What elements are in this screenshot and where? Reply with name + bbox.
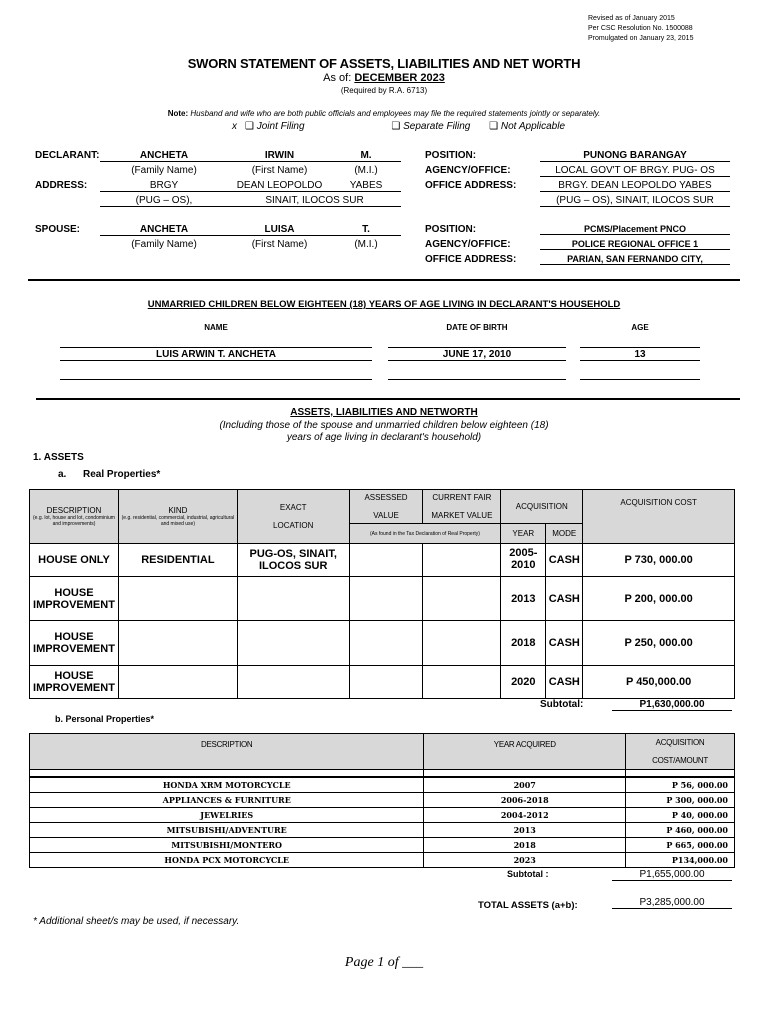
real-year: 2018 xyxy=(501,621,546,666)
real-fair-value xyxy=(423,544,501,577)
real-header-cost: ACQUISITION COST xyxy=(583,490,735,544)
address-part: (PUG – OS), xyxy=(100,195,228,207)
child-dob: JUNE 17, 2010 xyxy=(388,349,566,361)
children-line xyxy=(580,379,700,380)
table-row xyxy=(30,808,735,823)
real-header-location-line2: LOCATION xyxy=(273,521,314,530)
real-fair-value xyxy=(423,666,501,699)
spouse-label: SPOUSE: xyxy=(35,224,81,235)
declarant-first-name: IRWIN xyxy=(228,150,331,162)
real-header-description-hint: (e.g. lot, house and lot, condominium and improvements) xyxy=(32,515,115,527)
revision-line: Revised as of January 2015 xyxy=(588,15,675,22)
real-header-fair-line2: MARKET VALUE xyxy=(431,511,493,520)
real-kind xyxy=(118,577,237,621)
real-year: 2005-2010 xyxy=(501,544,546,577)
personal-cost: P 56, 000.00 xyxy=(626,777,735,793)
children-line xyxy=(580,347,700,348)
real-fair-value xyxy=(423,577,501,621)
required-by: (Required by R.A. 6713) xyxy=(340,86,428,95)
assets-subtitle-2: years of age living in declarant's household) xyxy=(286,432,482,443)
personal-cost: P 40, 000.00 xyxy=(626,808,735,823)
mi-caption: (M.I.) xyxy=(354,239,378,250)
personal-desc: JEWELRIES xyxy=(30,808,424,823)
personal-subtotal: P1,655,000.00 xyxy=(612,869,732,881)
real-kind xyxy=(118,666,237,699)
as-of-line xyxy=(0,72,768,84)
declarant-office-address: BRGY. DEAN LEOPOLDO YABES xyxy=(540,180,730,192)
personal-year: 2006-2018 xyxy=(424,793,626,808)
personal-year: 2023 xyxy=(424,853,626,868)
personal-header-year: YEAR ACQUIRED xyxy=(424,734,626,770)
filing-note xyxy=(0,109,768,118)
not-applicable-option[interactable]: ❑ Not Applicable xyxy=(489,121,566,132)
table-row xyxy=(30,838,735,853)
real-header-year: YEAR xyxy=(501,524,546,544)
spacer-cell xyxy=(30,770,424,778)
personal-properties-table xyxy=(29,733,735,868)
personal-header-cost-line2: COST/AMOUNT xyxy=(652,756,708,765)
real-header-mode: MODE xyxy=(546,524,583,544)
real-cost: P 250, 000.00 xyxy=(583,621,735,666)
real-location xyxy=(237,666,349,699)
filing-options xyxy=(232,121,581,132)
real-header-tax-note xyxy=(349,524,501,544)
total-assets-label: TOTAL ASSETS (a+b): xyxy=(478,900,578,911)
revision-line: Promulgated on January 23, 2015 xyxy=(588,35,694,42)
real-header-description xyxy=(30,490,119,544)
personal-cost: P 665, 000.00 xyxy=(626,838,735,853)
personal-desc: APPLIANCES & FURNITURE xyxy=(30,793,424,808)
real-desc: HOUSE IMPROVEMENT xyxy=(30,621,119,666)
real-header-location-line1: EXACT xyxy=(279,503,307,512)
personal-header-cost-line1: ACQUISITION xyxy=(655,738,705,747)
agency-label: AGENCY/OFFICE: xyxy=(425,239,511,250)
position-label: POSITION: xyxy=(425,224,477,235)
real-header-assessed xyxy=(349,490,423,524)
personal-subtotal-label: Subtotal : xyxy=(507,869,549,879)
real-header-fair-line1: CURRENT FAIR xyxy=(432,493,492,502)
real-cost: P 200, 000.00 xyxy=(583,577,735,621)
table-row xyxy=(30,621,735,666)
real-header-kind xyxy=(118,490,237,544)
real-subtotal-label: Subtotal: xyxy=(540,699,584,710)
address-part: BRGY xyxy=(100,180,228,192)
declarant-mi: M. xyxy=(331,150,401,162)
joint-filing-option[interactable]: x ❑ Joint Filing xyxy=(232,121,305,132)
real-location xyxy=(237,577,349,621)
spacer-cell xyxy=(424,770,626,778)
table-row xyxy=(30,793,735,808)
real-assessed xyxy=(349,544,423,577)
real-properties-table xyxy=(29,489,735,699)
real-header-kind-hint: (e.g. residential, commercial, industrial, agricultural and mixed use) xyxy=(121,515,235,527)
office-address-label: OFFICE ADDRESS: xyxy=(425,254,517,265)
personal-desc: MITSUBISHI/MONTERO xyxy=(30,838,424,853)
real-location xyxy=(237,621,349,666)
children-line xyxy=(60,347,372,348)
address-part: DEAN LEOPOLDO xyxy=(228,180,331,192)
real-mode: CASH xyxy=(546,577,583,621)
separate-filing-label: Separate Filing xyxy=(403,121,471,132)
position-label: POSITION: xyxy=(425,150,477,161)
real-header-tax-hint: (As found in the Tax Declaration of Real Property) xyxy=(369,530,480,537)
children-line xyxy=(60,379,372,380)
real-assessed xyxy=(349,577,423,621)
address-part: SINAIT, ILOCOS SUR xyxy=(228,195,401,207)
table-row xyxy=(30,777,735,793)
personal-header-cost xyxy=(626,734,735,770)
declarant-office-address-2: (PUG – OS), SINAIT, ILOCOS SUR xyxy=(540,195,730,207)
first-name-caption: (First Name) xyxy=(251,239,308,250)
assets-section-label: 1. ASSETS xyxy=(33,452,84,463)
table-row xyxy=(30,577,735,621)
personal-year: 2007 xyxy=(424,777,626,793)
personal-desc: HONDA XRM MOTORCYCLE xyxy=(30,777,424,793)
real-header-kind-label: KIND xyxy=(168,506,188,515)
personal-year: 2018 xyxy=(424,838,626,853)
real-year: 2013 xyxy=(501,577,546,621)
section-divider xyxy=(36,398,740,400)
real-header-location xyxy=(237,490,349,544)
table-row xyxy=(30,853,735,868)
declarant-position: PUNONG BARANGAY xyxy=(540,150,730,162)
real-desc: HOUSE ONLY xyxy=(30,544,119,577)
personal-year: 2013 xyxy=(424,823,626,838)
real-cost: P 450,000.00 xyxy=(583,666,735,699)
real-header-acquisition: ACQUISITION xyxy=(501,490,583,524)
spouse-agency: POLICE REGIONAL OFFICE 1 xyxy=(540,239,730,250)
table-row xyxy=(30,544,735,577)
personal-year: 2004-2012 xyxy=(424,808,626,823)
separate-filing-option[interactable]: ❑ Separate Filing xyxy=(391,121,471,132)
real-year: 2020 xyxy=(501,666,546,699)
real-assessed xyxy=(349,621,423,666)
declarant-label: DECLARANT: xyxy=(35,150,100,161)
address-label: ADDRESS: xyxy=(35,180,88,191)
personal-header-description: DESCRIPTION xyxy=(30,734,424,770)
real-cost: P 730, 000.00 xyxy=(583,544,735,577)
real-header-description-label: DESCRIPTION xyxy=(46,506,102,515)
child-name: LUIS ARWIN T. ANCHETA xyxy=(60,349,372,361)
address-part: YABES xyxy=(331,180,401,192)
personal-cost: P134,000.00 xyxy=(626,853,735,868)
real-subtotal: P1,630,000.00 xyxy=(612,699,732,711)
declarant-agency: LOCAL GOV'T OF BRGY. PUG- OS xyxy=(540,165,730,177)
joint-filing-label: Joint Filing xyxy=(256,121,305,132)
children-dob-header: DATE OF BIRTH xyxy=(446,323,508,332)
as-of-label: As of: xyxy=(323,72,352,84)
real-assessed xyxy=(349,666,423,699)
agency-label: AGENCY/OFFICE: xyxy=(425,165,511,176)
assets-title: ASSETS, LIABILITIES AND NETWORTH xyxy=(290,407,478,418)
note-label: Note: xyxy=(167,109,189,118)
as-of-value: DECEMBER 2023 xyxy=(354,72,445,84)
document-title: SWORN STATEMENT OF ASSETS, LIABILITIES AND NET WORTH xyxy=(187,56,581,71)
real-location: PUG-OS, SINAIT, ILOCOS SUR xyxy=(237,544,349,577)
note-text: Husband and wife who are both public officials and employees may file the required statements jointly or separately. xyxy=(190,109,601,118)
real-kind: RESIDENTIAL xyxy=(118,544,237,577)
joint-mark: x xyxy=(232,121,237,132)
total-assets-value: P3,285,000.00 xyxy=(612,897,732,909)
personal-cost: P 460, 000.00 xyxy=(626,823,735,838)
spouse-family-name: ANCHETA xyxy=(100,224,228,236)
first-name-caption: (First Name) xyxy=(251,165,308,176)
family-name-caption: (Family Name) xyxy=(131,165,197,176)
mi-caption: (M.I.) xyxy=(354,165,378,176)
children-name-header: NAME xyxy=(204,323,228,332)
personal-desc: MITSUBISHI/ADVENTURE xyxy=(30,823,424,838)
real-mode: CASH xyxy=(546,544,583,577)
personal-properties-label: b. Personal Properties* xyxy=(55,714,155,724)
children-heading: UNMARRIED CHILDREN BELOW EIGHTEEN (18) YEARS OF AGE LIVING IN DECLARANT'S HOUSEHOLD xyxy=(147,299,621,310)
spacer-cell xyxy=(626,770,735,778)
real-properties-label: a. Real Properties* xyxy=(58,469,161,480)
real-header-fair-value xyxy=(423,490,501,524)
table-row xyxy=(30,823,735,838)
declarant-family-name: ANCHETA xyxy=(100,150,228,162)
page-number: Page 1 of ___ xyxy=(344,955,424,970)
real-header-assessed-line2: VALUE xyxy=(373,511,399,520)
real-mode: CASH xyxy=(546,666,583,699)
child-age: 13 xyxy=(580,349,700,361)
personal-cost: P 300, 000.00 xyxy=(626,793,735,808)
assets-subtitle-1: (Including those of the spouse and unmarried children below eighteen (18) xyxy=(219,420,549,431)
personal-desc: HONDA PCX MOTORCYCLE xyxy=(30,853,424,868)
children-age-header: AGE xyxy=(631,323,649,332)
children-line xyxy=(388,379,566,380)
spouse-office-address: PARIAN, SAN FERNANDO CITY, xyxy=(540,254,730,265)
spouse-first-name: LUISA xyxy=(228,224,331,236)
revision-note xyxy=(588,14,693,44)
real-desc: HOUSE IMPROVEMENT xyxy=(30,666,119,699)
real-fair-value xyxy=(423,621,501,666)
revision-line: Per CSC Resolution No. 1500088 xyxy=(588,25,693,32)
table-row xyxy=(30,666,735,699)
not-applicable-label: Not Applicable xyxy=(500,121,566,132)
section-divider xyxy=(28,279,740,281)
office-address-label: OFFICE ADDRESS: xyxy=(425,180,517,191)
family-name-caption: (Family Name) xyxy=(131,239,197,250)
real-desc: HOUSE IMPROVEMENT xyxy=(30,577,119,621)
spouse-position: PCMS/Placement PNCO xyxy=(540,224,730,235)
real-kind xyxy=(118,621,237,666)
real-mode: CASH xyxy=(546,621,583,666)
children-line xyxy=(388,347,566,348)
footnote: * Additional sheet/s may be used, if necessary. xyxy=(33,916,240,927)
spouse-mi: T. xyxy=(331,224,401,236)
real-header-assessed-line1: ASSESSED xyxy=(364,493,408,502)
